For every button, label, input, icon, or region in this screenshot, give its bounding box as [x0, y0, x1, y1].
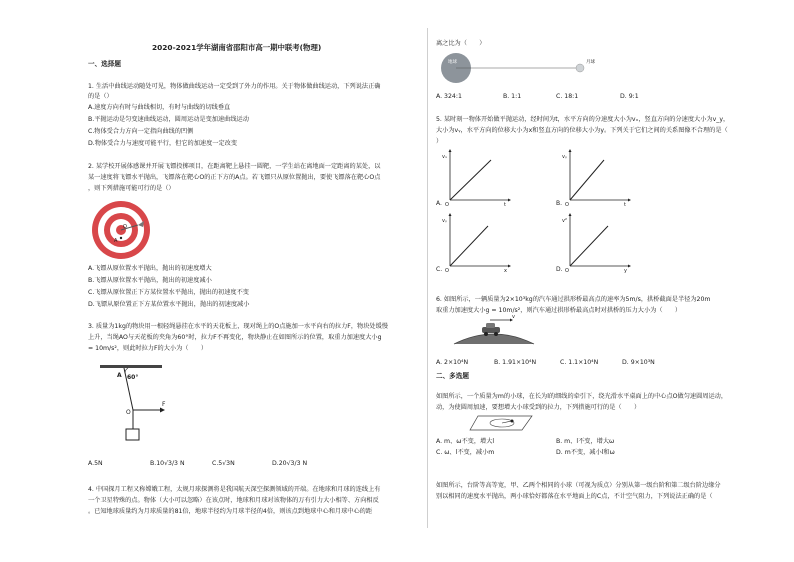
q1-option-d[interactable]: D.物体受合力与速度可能平行，但它的加速度一定改变: [88, 140, 238, 147]
q4-stem-continued: 离之比为（ ）: [436, 40, 486, 47]
string-line: [502, 421, 512, 423]
label-moon: 月球: [586, 60, 595, 65]
ball-icon: [511, 420, 514, 423]
label-v: v: [512, 314, 515, 320]
label-o: O: [126, 409, 131, 416]
circular-motion-figure: [470, 414, 540, 432]
q5-stem-line1: 5. 某时刻一物体开始做平抛运动，经时间为t，水平方向的分速度大小为vₓ，竖直方向的分速度大小为v_y，: [436, 116, 730, 123]
series-line: [450, 160, 491, 200]
exam-title: 2020-2021学年湖南省邵阳市高一期中联考(物理): [152, 43, 322, 52]
q8-stem-line1: 如图所示，台阶等高等宽，甲、乙两个相同的小球（可视为质点）分别从第一级台阶和第二级台阶边缘分: [436, 482, 721, 489]
graph-c: [436, 212, 516, 272]
q7-stem-line1: 如图所示，一个质量为m的小球，在长为l的细线的牵引下，绕光滑水平桌面上的中心点O做匀速圆周运动，: [436, 393, 728, 400]
q3-option-d[interactable]: D.20√3/3 N: [272, 460, 308, 467]
earth-moon-figure: [440, 52, 620, 86]
q7-option-b[interactable]: B. m、l不变，增大ω: [556, 438, 615, 445]
label-angle: 60°: [127, 374, 139, 381]
y-arrow-icon: [449, 213, 452, 216]
q1-option-b[interactable]: B.平抛运动是匀变速曲线运动，圆周运动是变加速曲线运动: [88, 116, 249, 123]
x-axis-label: y: [624, 268, 627, 274]
q7-option-c[interactable]: C. ω、l不变，减小m: [436, 449, 495, 456]
q3-option-b[interactable]: B.10√3/3 N: [150, 460, 185, 467]
q7-option-a[interactable]: A. m、ω不变，增大l: [436, 438, 495, 445]
arch-bridge: [454, 334, 534, 344]
arch-bridge-figure: [452, 314, 542, 348]
label-a: A: [117, 372, 122, 379]
section-heading-multi: 二、多选题: [436, 372, 469, 380]
x-axis-label: t: [504, 202, 506, 208]
graph-b: [556, 148, 636, 206]
label-earth: 地球: [448, 60, 457, 65]
origin-label: O: [445, 268, 449, 274]
ceiling: [100, 365, 162, 368]
q4-stem-line2: 一个卫星特殊的点。物体（大小可以忽略）在该点时，地球和月球对该物体的万有引力大小相等、方向相反: [88, 497, 379, 504]
q6-option-d[interactable]: D. 9×10³N: [622, 359, 655, 366]
q4-option-b[interactable]: B. 1:1: [503, 93, 522, 100]
q2-option-c[interactable]: C.飞镖从原位置正下方某位置水平抛出，抛出的初速度不变: [88, 289, 249, 296]
x-axis-label: x: [504, 268, 507, 274]
q2-stem-line2: 某一速度将飞镖水平抛出，飞镖落在靶心O的正下方的A点。若飞镖只从原位置抛出，要使飞镖落在靶心O点: [88, 174, 381, 181]
graph-d: [556, 212, 636, 272]
q5-stem-line3: ）: [436, 138, 443, 145]
q3-option-a[interactable]: A.5N: [88, 460, 103, 467]
q4-option-d[interactable]: D. 9:1: [620, 93, 639, 100]
q1-stem-line2: 的是（）: [88, 93, 113, 100]
angle-arc: [125, 368, 128, 373]
car-cabin-icon: [486, 323, 495, 328]
section-heading-choice: 一、选择题: [88, 60, 121, 68]
graph-label[interactable]: B.: [556, 200, 563, 207]
q4-stem-line3: 。已知地球质量约为月球质量的81倍，地球半径约为月球半径的4倍，则该点到地球中心和月球中心的距: [88, 508, 373, 515]
q7-option-d[interactable]: D. m不变，减小l和ω: [556, 449, 615, 456]
y-axis-label: vᵧ: [562, 154, 567, 160]
series-line: [570, 226, 608, 266]
force-arrow-icon: [160, 408, 165, 413]
origin-label: O: [445, 202, 449, 208]
moon-icon: [576, 64, 584, 72]
label-a: A: [114, 238, 118, 244]
q3-stem-line2: 上升，当绳AO与天花板的夹角为60°时，拉力F不再变化，物块静止在如图所示的位置，取重力加速度大小g: [88, 334, 382, 341]
x-arrow-icon: [628, 199, 631, 202]
q1-option-a[interactable]: A.速度方向有时与曲线相切，有时与曲线的切线垂直: [88, 104, 231, 111]
y-arrow-icon: [569, 213, 572, 216]
q1-option-c[interactable]: C.物体受合力方向一定指向曲线的凹侧: [88, 128, 194, 135]
car-wheel-icon: [484, 332, 488, 336]
q8-stem-line2: 别以相同的速度水平抛出，两小球恰好都落在水平地面上的C点，不计空气阻力，下列说法正确的是（: [436, 493, 713, 500]
origin-label: O: [565, 202, 569, 208]
x-arrow-icon: [628, 265, 631, 268]
series-line: [450, 226, 488, 266]
q5-stem-line2: 大小为vᵧ，水平方向的位移大小为x和竖直方向的位移大小为y。下列关于它们之间的关系图像不合理的是（: [436, 127, 728, 134]
q6-stem-line1: 6. 如图所示，一辆质量为2×10³kg的汽车通过拱形桥最高点的速率为5m/s，拱桥截面是半径为20m: [436, 296, 711, 303]
q2-option-a[interactable]: A.飞镖从原位置水平抛出，抛出的初速度增大: [88, 265, 212, 272]
q4-option-c[interactable]: C. 18:1: [556, 93, 579, 100]
car-wheel-icon: [494, 332, 498, 336]
label-f: F: [162, 401, 166, 408]
q2-option-b[interactable]: B.飞镖从原位置水平抛出，抛出的初速度减小: [88, 277, 212, 284]
dartboard-figure: [90, 197, 160, 259]
q6-stem-line2: 取重力加速度大小g = 10m/s²，则汽车通过拱形桥最高点时对拱桥的压力大小为（ ）: [436, 307, 682, 314]
table-surface: [470, 416, 532, 430]
q6-option-a[interactable]: A. 2×10⁴N: [436, 359, 469, 366]
origin-label: O: [565, 268, 569, 274]
y-axis-label: vᵧ: [442, 218, 447, 224]
y-axis-label: v²: [562, 218, 567, 224]
q3-stem-line3: = 10m/s²，则此时拉力F的大小为（ ）: [88, 345, 208, 352]
q4-option-a[interactable]: A. 324:1: [436, 93, 462, 100]
graph-label[interactable]: C.: [436, 266, 443, 273]
rope-force-figure: [100, 362, 180, 442]
label-o: O: [123, 224, 127, 230]
graph-label[interactable]: A.: [436, 200, 442, 207]
graph-label[interactable]: D.: [556, 266, 563, 273]
q4-stem-line1: 4. 中国探月工程又称嫦娥工程，太规月球探测将是我国航天深空探测领域的开端。在地球和月球的连线上有: [88, 486, 381, 493]
q1-stem-line1: 1. 生活中曲线运动随处可见，物体做曲线运动一定受到了外力的作用。关于物体做曲线运动，下列说法正确: [88, 83, 381, 90]
q3-option-c[interactable]: C.5√3N: [212, 460, 235, 467]
point-a-marker: [120, 237, 122, 239]
q2-stem-line1: 2. 某学校开展体感课并开展飞镖投掷项目，在距离靶上悬挂一圆靶，一学生站在离地面一定距离的某处，以: [88, 163, 381, 170]
q7-stem-line2: 动，为使圆周加速，要想增大小球受到的拉力，下列措施可行的是（ ）: [436, 404, 641, 411]
y-axis-label: vₓ: [442, 154, 448, 160]
q6-option-c[interactable]: C. 1.1×10⁴N: [560, 359, 599, 366]
x-arrow-icon: [508, 199, 511, 202]
q3-stem-line1: 3. 质量为1kg的物块用一根轻绳悬挂在水平的天花板上，现对绳上的O点施加一水平向右的拉力F，物块处缓慢: [88, 323, 388, 330]
x-axis-label: t: [624, 202, 626, 208]
block: [126, 429, 139, 440]
q2-stem-line3: ，则下列措施可能可行的是（）: [88, 185, 175, 192]
q6-option-b[interactable]: B. 1.91×10⁴N: [494, 359, 537, 366]
q2-option-d[interactable]: D.飞镖从原位置正下方某位置水平抛出，抛出的初速度减小: [88, 301, 250, 308]
y-arrow-icon: [449, 149, 452, 152]
y-arrow-icon: [569, 149, 572, 152]
column-divider: [427, 28, 428, 528]
x-arrow-icon: [508, 265, 511, 268]
graph-a: [436, 148, 516, 206]
series-line: [570, 160, 604, 200]
